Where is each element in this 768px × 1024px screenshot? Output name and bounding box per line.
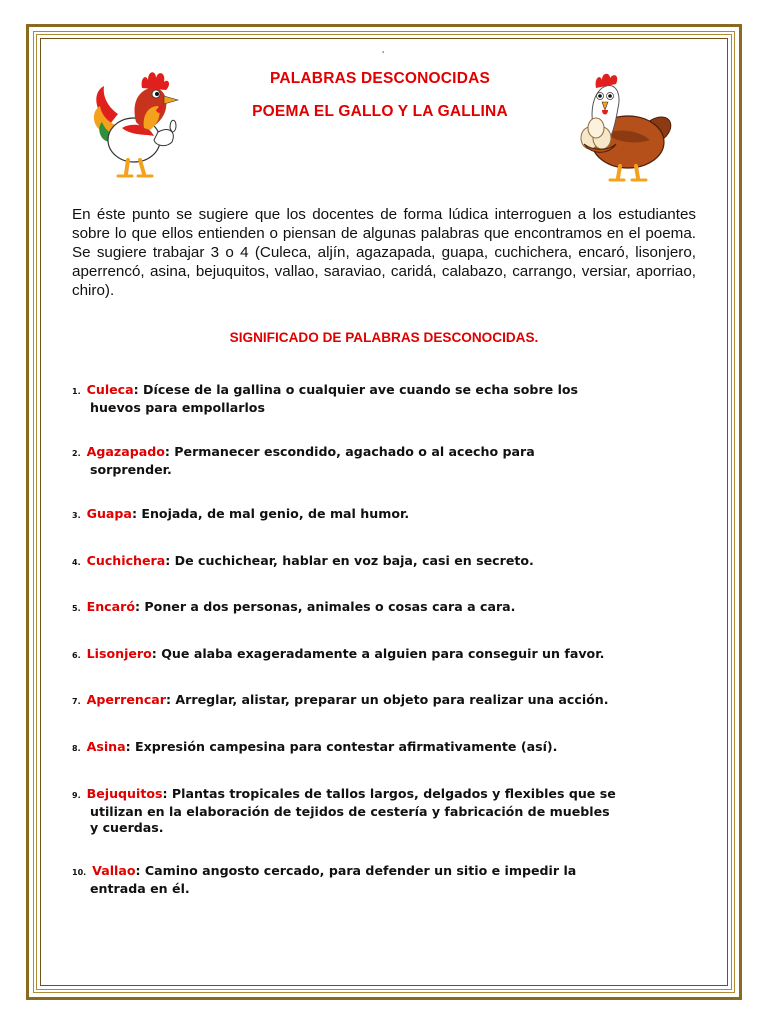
definition-text-cont: entrada en él. xyxy=(90,881,190,896)
definition-term: Asina xyxy=(86,739,126,754)
definition-text: : Plantas tropicales de tallos largos, delgados y flexibles que se xyxy=(162,786,616,801)
section-title: SIGNIFICADO DE PALABRAS DESCONOCIDAS. xyxy=(229,330,539,345)
definition-number: 3. xyxy=(72,511,81,520)
definition-text-cont: huevos para empollarlos xyxy=(90,400,265,415)
definition-number: 1. xyxy=(72,387,81,396)
definition-text: : Permanecer escondido, agachado o al acecho para xyxy=(164,444,535,459)
definition-text-cont: sorprender. xyxy=(90,462,172,477)
definition-item xyxy=(72,646,696,664)
definition-text: : Poner a dos personas, animales o cosas cara a cara. xyxy=(135,599,516,614)
definition-item xyxy=(72,739,696,757)
definition-item xyxy=(72,506,696,524)
page-title: PALABRAS DESCONOCIDAS xyxy=(269,70,491,87)
definition-item xyxy=(72,553,696,571)
rooster-icon xyxy=(92,62,192,180)
definition-number: 9. xyxy=(72,791,81,800)
header-mark: ' xyxy=(382,50,385,59)
intro-paragraph: En éste punto se sugiere que los docentes de forma lúdica interroguen a los estudiantes sobre lo que ellos entienden o piensan de algunas palabras que encontramos en el poema. Se sugiere trabajar 3 o 4 (Culeca, aljín, agazapada, guapa, cuchichera, encaró, lisonjero, aperrencó, asina, bejuquitos, vallao, saraviao, caridá, calabazo, carrango, versiar, aporriao, chiro). xyxy=(72,206,696,299)
page-subtitle: POEMA EL GALLO Y LA GALLINA xyxy=(252,103,508,120)
definition-text: : Camino angosto cercado, para defender un sitio e impedir la xyxy=(135,863,577,878)
definition-term: Cuchichera xyxy=(86,553,166,568)
definition-item xyxy=(72,692,696,710)
definition-number: 5. xyxy=(72,604,81,613)
definition-text-cont: utilizan en la elaboración de tejidos de cestería y fabricación de muebles xyxy=(90,804,610,819)
definition-item xyxy=(72,599,696,617)
definition-term: Aperrencar xyxy=(86,692,167,707)
definition-number: 4. xyxy=(72,558,81,567)
definition-item xyxy=(72,863,696,897)
definition-number: 7. xyxy=(72,697,81,706)
definition-item xyxy=(72,382,696,416)
definition-item xyxy=(72,444,696,478)
definition-number: 2. xyxy=(72,449,81,458)
definition-text: : Enojada, de mal genio, de mal humor. xyxy=(131,506,410,521)
definition-text: : De cuchichear, hablar en voz baja, casi en secreto. xyxy=(165,553,534,568)
definition-text: : Arreglar, alistar, preparar un objeto para realizar una acción. xyxy=(166,692,609,707)
definition-term: Vallao xyxy=(92,863,136,878)
definition-text-cont: y cuerdas. xyxy=(90,820,164,835)
definition-text: : Que alaba exageradamente a alguien para conseguir un favor. xyxy=(151,646,605,661)
definition-term: Encaró xyxy=(86,599,136,614)
definition-term: Guapa xyxy=(86,506,132,521)
hen-icon xyxy=(566,64,676,182)
definition-term: Culeca xyxy=(86,382,134,397)
definition-term: Bejuquitos xyxy=(86,786,163,801)
definition-item xyxy=(72,786,696,836)
definition-number: 6. xyxy=(72,651,81,660)
definition-number: 8. xyxy=(72,744,81,753)
definition-text: : Expresión campesina para contestar afirmativamente (así). xyxy=(125,739,558,754)
definition-term: Agazapado xyxy=(86,444,165,459)
definition-number: 10. xyxy=(72,868,87,877)
definition-term: Lisonjero xyxy=(86,646,152,661)
definition-text: : Dícese de la gallina o cualquier ave cuando se echa sobre los xyxy=(133,382,579,397)
